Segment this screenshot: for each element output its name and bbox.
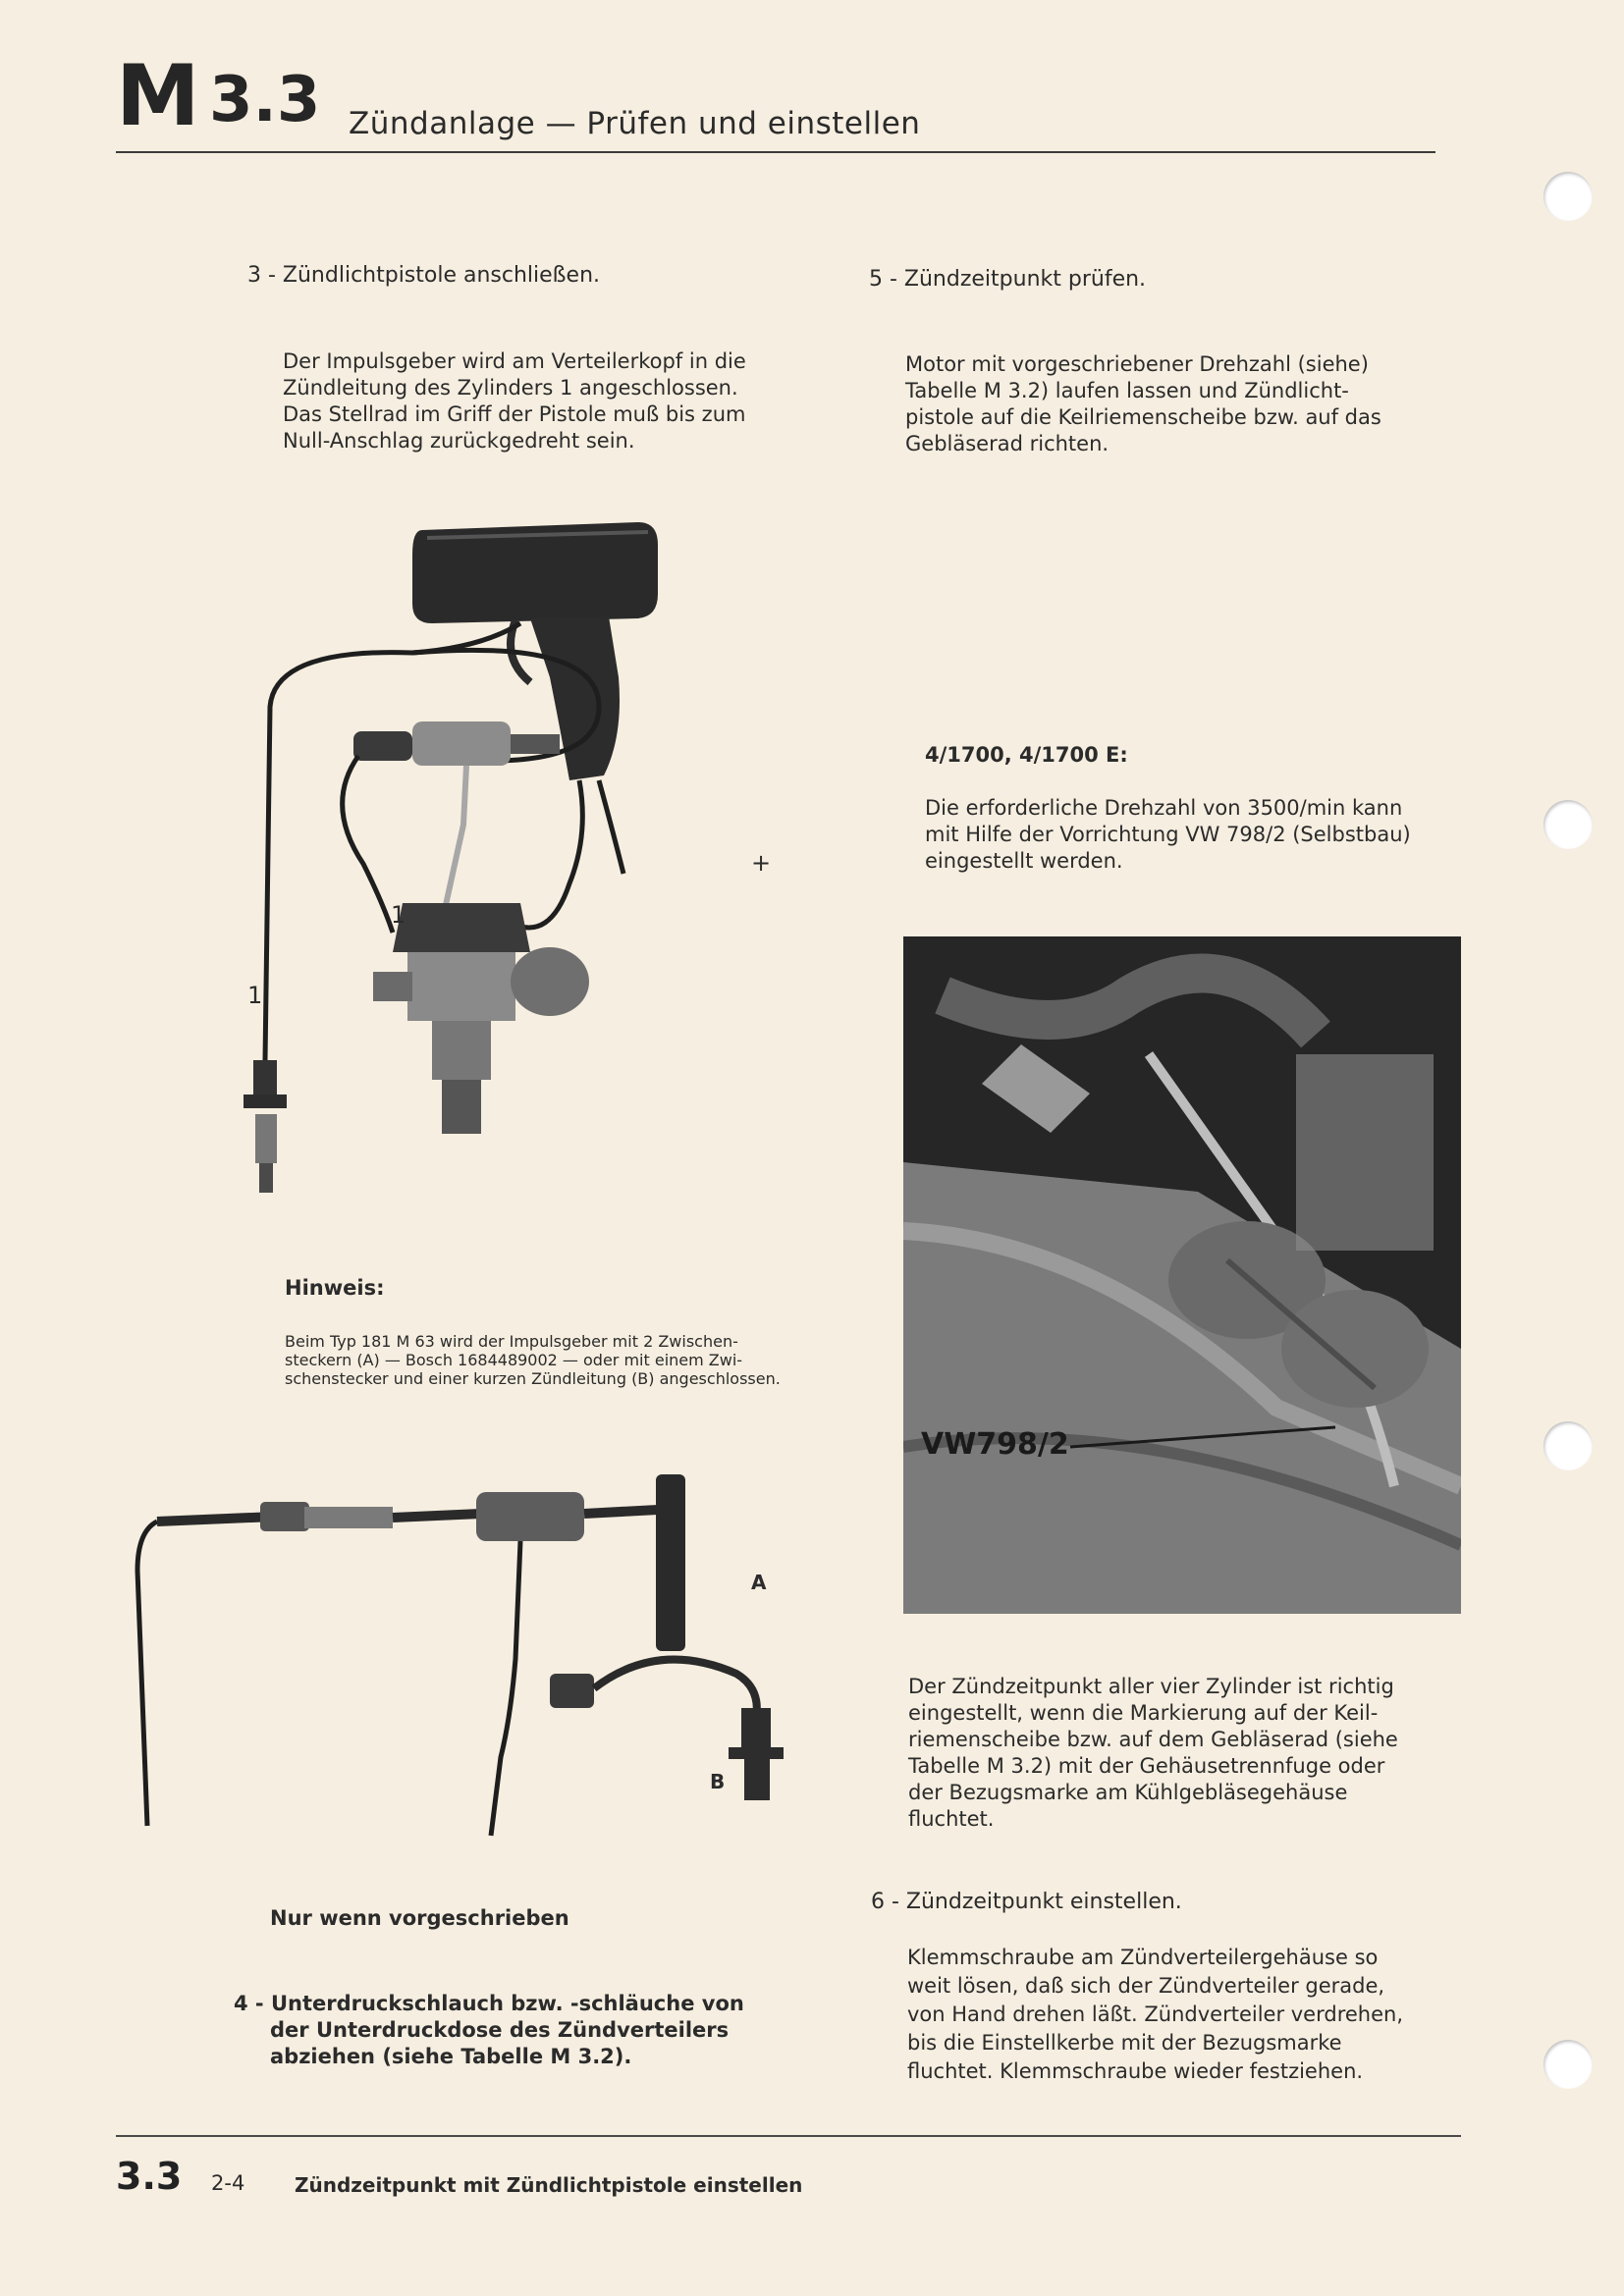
- step-5-heading: 5 - Zündzeitpunkt prüfen.: [869, 267, 1147, 292]
- figure-label-a: A: [751, 1571, 767, 1594]
- header-rule: [116, 151, 1435, 153]
- engine-photo: [903, 936, 1461, 1614]
- section-letter: M: [116, 47, 198, 145]
- text-line: Klemmschraube am Zündverteilergehäuse so: [907, 1946, 1379, 1969]
- footer-title: Zündzeitpunkt mit Zündlichtpistole einstellen: [295, 2173, 803, 2197]
- text-line: Der Impulsgeber wird am Verteilerkopf in die: [283, 349, 746, 373]
- binder-hole-icon: [1543, 2040, 1593, 2089]
- text-line: bis die Einstellkerbe mit der Bezugsmarke: [907, 2031, 1342, 2055]
- text-line: Der Zündzeitpunkt aller vier Zylinder ist richtig: [908, 1675, 1394, 1698]
- photo-label: VW798/2: [921, 1427, 1069, 1462]
- model-heading: 4/1700, 4/1700 E:: [925, 743, 1128, 767]
- text-line: Motor mit vorgeschriebener Drehzahl (siehe): [905, 352, 1369, 376]
- figure-label-1: 1: [391, 901, 406, 929]
- text-line: der Bezugsmarke am Kühlgebläsegehäuse: [908, 1781, 1348, 1804]
- footer-section: 3.3: [116, 2155, 183, 2198]
- text-line: mit Hilfe der Vorrichtung VW 798/2 (Selbstbau): [925, 823, 1411, 846]
- text-line: fluchtet. Klemmschraube wieder festziehen.: [907, 2059, 1364, 2083]
- text-line: Die erforderliche Drehzahl von 3500/min kann: [925, 796, 1403, 820]
- text-line: fluchtet.: [908, 1807, 995, 1831]
- engine-photo-illustration: [903, 936, 1461, 1614]
- text-line: riemenscheibe bzw. auf dem Gebläserad (siehe: [908, 1728, 1398, 1751]
- text-line: Tabelle M 3.2) mit der Gehäusetrennfuge oder: [908, 1754, 1385, 1778]
- text-line: der Unterdruckdose des Zündverteilers: [270, 2018, 730, 2042]
- step-3-text: [283, 348, 833, 454]
- text-line: eingestellt, wenn die Markierung auf der Keil-: [908, 1701, 1379, 1725]
- text-line: Gebläserad richten.: [905, 432, 1110, 455]
- text-line: abziehen (siehe Tabelle M 3.2).: [270, 2045, 632, 2068]
- text-line: Das Stellrad im Griff der Pistole muß bis zum: [283, 402, 746, 426]
- text-line: steckern (A) — Bosch 1684489002 — oder mit einem Zwi-: [285, 1351, 743, 1369]
- model-text: [925, 795, 1475, 875]
- step-6-text: [907, 1944, 1457, 2086]
- text-line: Zündleitung des Zylinders 1 angeschlossen.: [283, 376, 738, 400]
- only-if-prescribed: Nur wenn vorgeschrieben: [270, 1906, 569, 1930]
- text-line: von Hand drehen läßt. Zündverteiler verdrehen,: [907, 2002, 1404, 2026]
- section-number: 3.3: [209, 64, 321, 136]
- text-line: pistole auf die Keilriemenscheibe bzw. auf das: [905, 405, 1381, 429]
- figure-label-b: B: [710, 1770, 726, 1793]
- binder-hole-icon: [1543, 800, 1593, 849]
- step-6-heading: 6 - Zündzeitpunkt einstellen.: [871, 1890, 1182, 1914]
- text-line: Tabelle M 3.2) laufen lassen und Zündlicht-: [905, 379, 1349, 402]
- timing-text: [908, 1674, 1458, 1833]
- binder-hole-icon: [1543, 1421, 1593, 1470]
- text-line: Beim Typ 181 M 63 wird der Impulsgeber mit 2 Zwischen-: [285, 1332, 738, 1351]
- figure-label-plus: +: [751, 849, 772, 877]
- footer-rule: [116, 2135, 1461, 2137]
- page-title: Zündanlage — Prüfen und einstellen: [349, 106, 921, 141]
- step-5-text: [905, 351, 1455, 457]
- figure-label-1: 1: [247, 982, 263, 1009]
- hint-text: [285, 1332, 893, 1388]
- binder-hole-icon: [1543, 172, 1593, 221]
- footer-page-number: 2-4: [211, 2171, 245, 2195]
- step-3-heading: 3 - Zündlichtpistole anschließen.: [247, 263, 601, 288]
- step-4-text: [234, 1991, 784, 2070]
- hint-title: Hinweis:: [285, 1276, 385, 1300]
- text-line: eingestellt werden.: [925, 849, 1123, 873]
- text-line: 4 - Unterdruckschlauch bzw. -schläuche von: [234, 1992, 744, 2015]
- text-line: weit lösen, daß sich der Zündverteiler gerade,: [907, 1974, 1385, 1998]
- text-line: Null-Anschlag zurückgedreht sein.: [283, 429, 635, 453]
- text-line: schenstecker und einer kurzen Zündleitung (B) angeschlossen.: [285, 1369, 781, 1388]
